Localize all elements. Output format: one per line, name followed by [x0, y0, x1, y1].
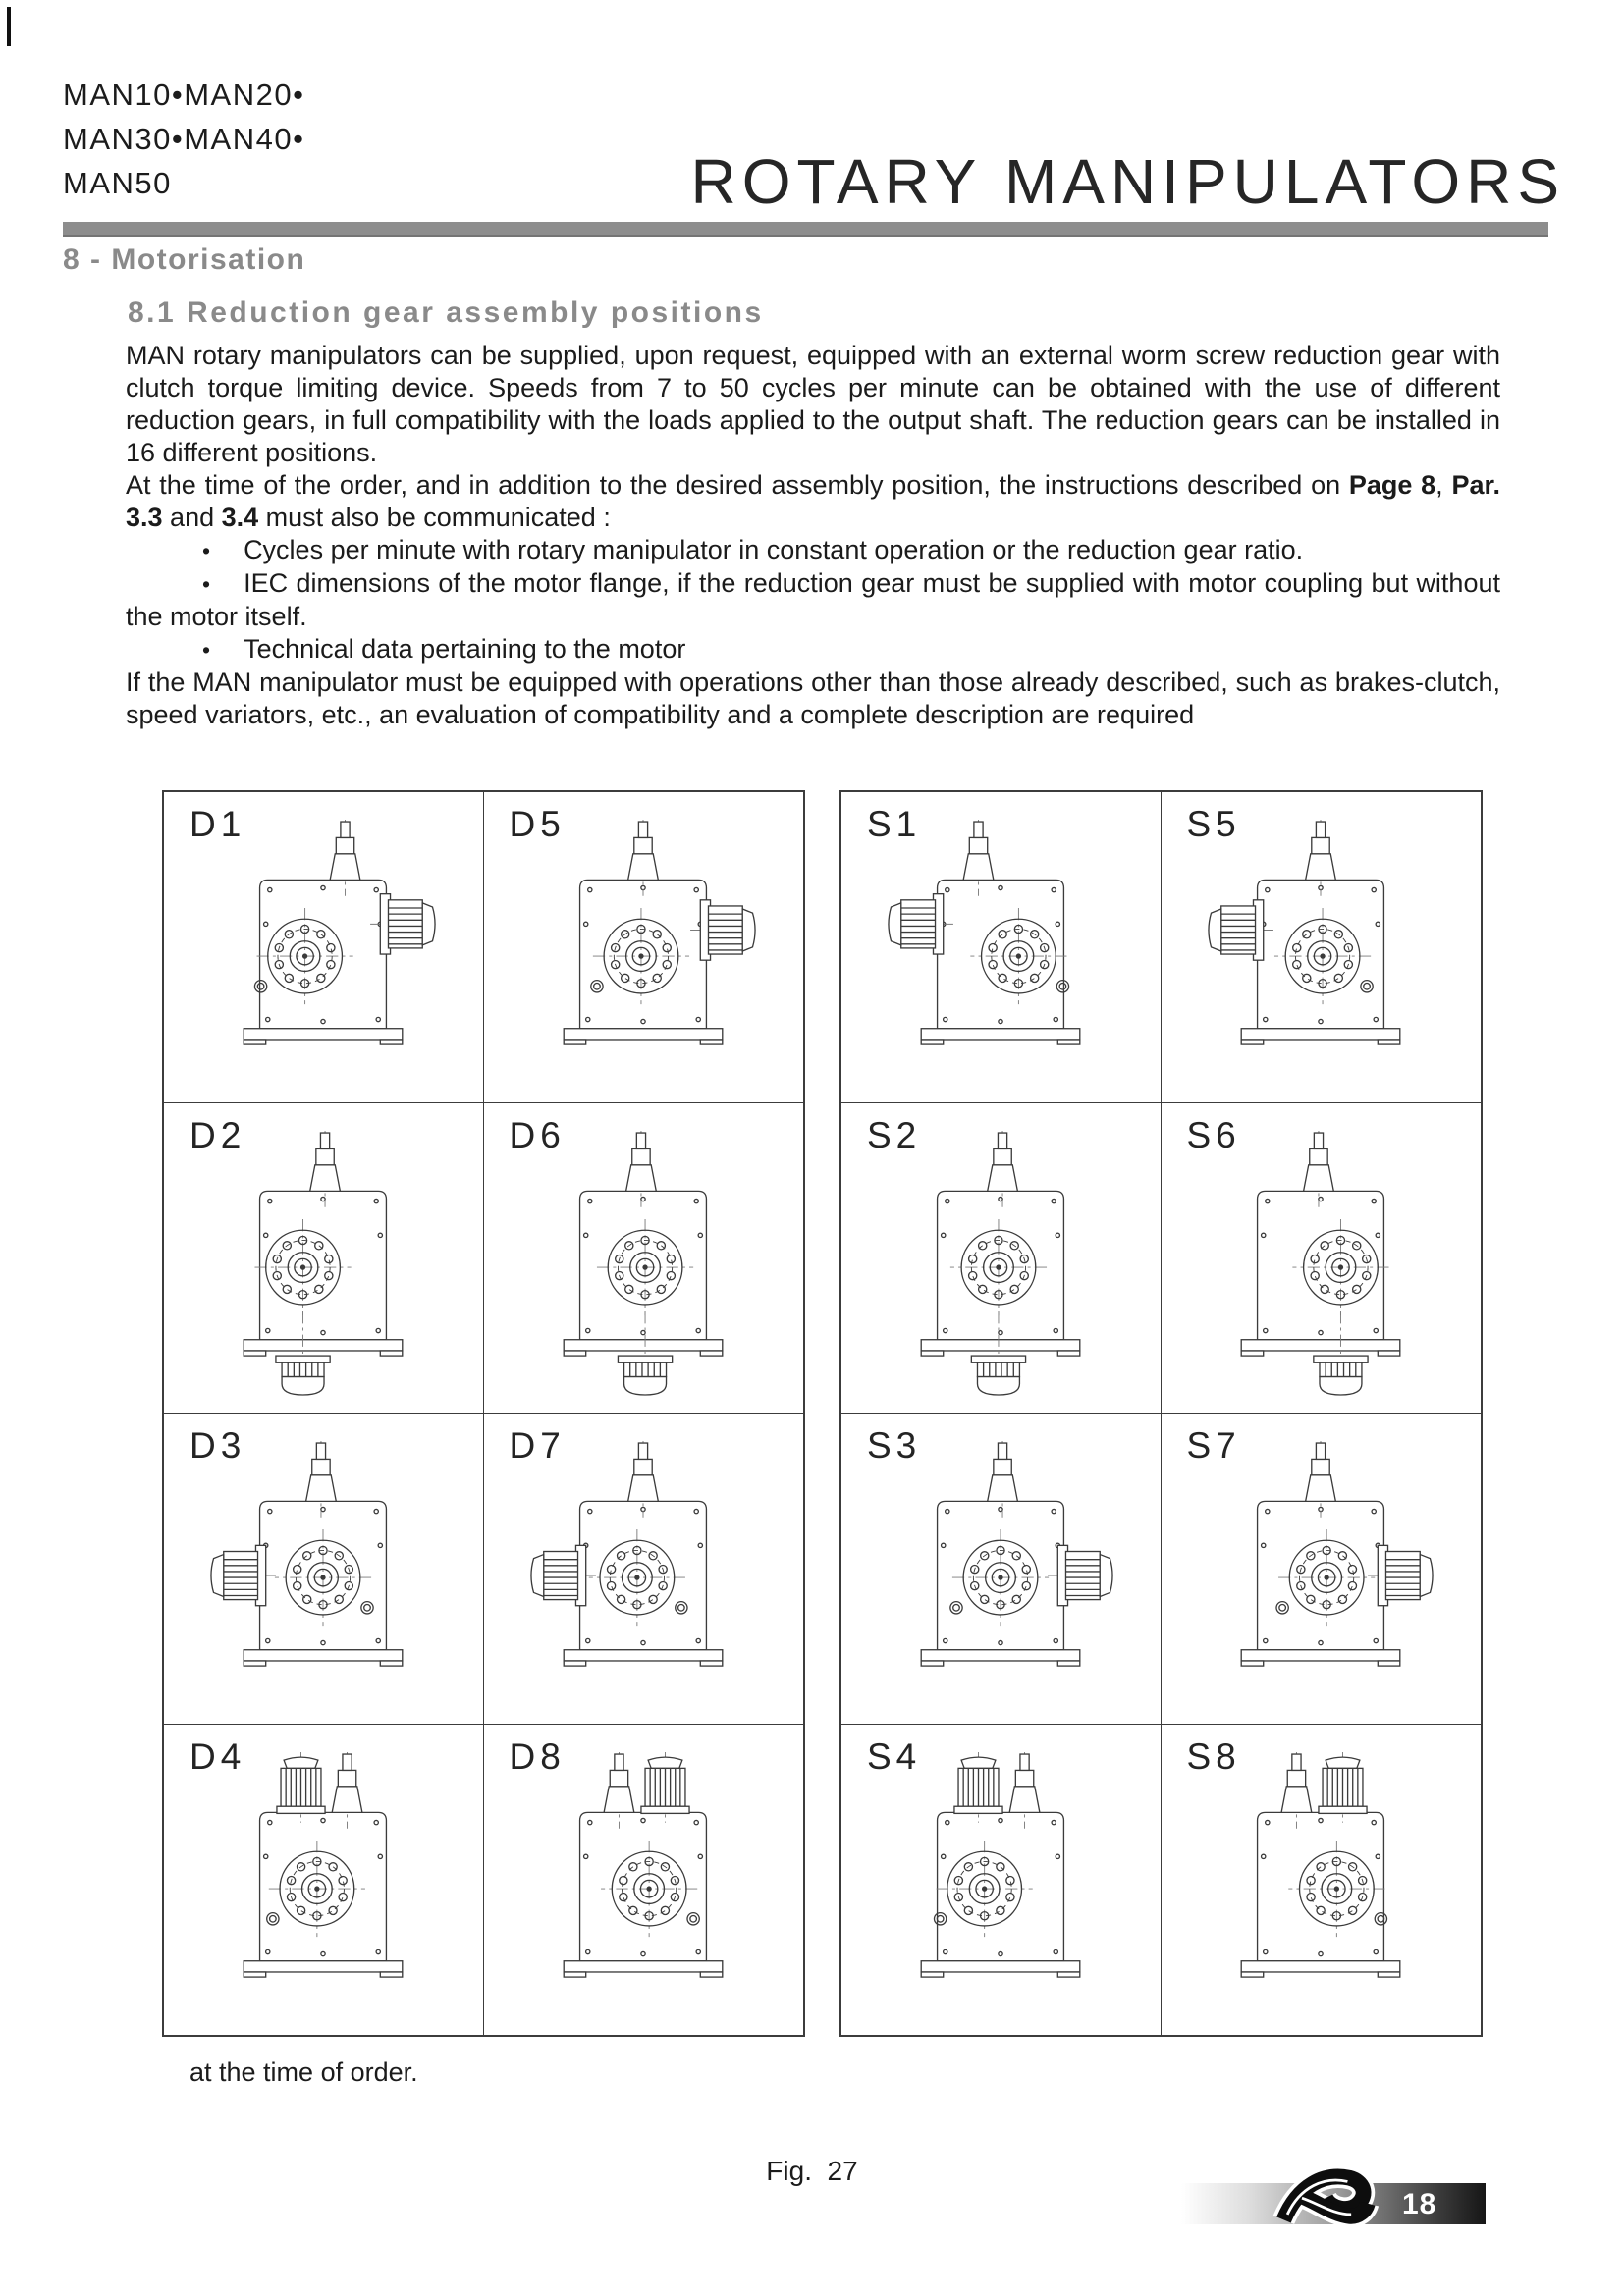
- figure-cell-label: S1: [867, 804, 922, 844]
- assembly-position-drawing: [885, 1752, 1116, 2017]
- figure-cell-d4: [164, 1725, 484, 2036]
- assembly-position-drawing: [885, 820, 1116, 1085]
- figure-cell-label: D8: [509, 1735, 566, 1777]
- assembly-position-drawing: [207, 1441, 439, 1706]
- bullet-text: Technical data pertaining to the motor: [244, 634, 686, 664]
- assembly-position-drawing: [527, 1131, 759, 1396]
- figure-cell-d8: [484, 1725, 804, 2036]
- bullet-item: [126, 633, 1500, 667]
- figure-cell-label: S3: [867, 1425, 922, 1466]
- paragraph-intro: MAN rotary manipulators can be supplied, upon request, equipped with an external worm screw reduction gear with clutch torque limiting device. Speeds from 7 to 50 cycles per minute can be obtained with the use of different reduction gears, in full compatibility with the loads applied to the output shaft. The reduction gears can be installed in 16 different positions.: [126, 341, 1500, 467]
- figure-cell-d7: [484, 1414, 804, 1725]
- figure-cell-label: D7: [509, 1425, 566, 1466]
- bold-reference: 3.4: [221, 503, 259, 532]
- figure-cell-s4: [841, 1725, 1162, 2036]
- bold-reference: Par. 3.3: [126, 470, 1500, 532]
- figure-cell-s8: [1162, 1725, 1482, 2036]
- bullet-text: Cycles per minute with rotary manipulator in constant operation or the reduction gear ratio.: [244, 535, 1304, 564]
- figure-cell-label: S6: [1186, 1114, 1241, 1155]
- subsection-heading: 8.1 Reduction gear assembly positions: [128, 296, 764, 329]
- figure-cell-label: D4: [189, 1735, 246, 1777]
- paragraph-compatibility: If the MAN manipulator must be equipped with operations other than those already described, such as brakes-clutch, speed variators, etc., an evaluation of compatibility and a complete description are required: [126, 667, 1500, 729]
- assembly-position-drawing: [1205, 1131, 1436, 1396]
- figure-cell-d6: [484, 1103, 804, 1415]
- assembly-position-drawing: [527, 820, 759, 1085]
- section-heading: 8 - Motorisation: [63, 243, 306, 276]
- figure-table-d-positions: [162, 790, 805, 2037]
- body-text: [126, 340, 1500, 731]
- figure-cell-label: D5: [509, 804, 566, 844]
- bullet-item: [126, 534, 1500, 567]
- model-list: [63, 73, 304, 205]
- assembly-position-drawing: [207, 1752, 439, 2017]
- page-title: ROTARY MANIPULATORS: [690, 146, 1565, 217]
- header-rule: [63, 222, 1548, 237]
- page-number: 18: [1402, 2188, 1437, 2220]
- figure-cell-d1: [164, 792, 484, 1103]
- paragraph-order-instructions: [126, 469, 1500, 534]
- model-line: MAN10•MAN20•: [63, 78, 305, 112]
- crop-mark: [7, 7, 11, 46]
- brand-logo-icon: [1272, 2162, 1382, 2238]
- assembly-position-drawing: [885, 1441, 1116, 1706]
- model-line: MAN50: [63, 166, 172, 200]
- figure-cell-label: S2: [867, 1114, 922, 1155]
- figure-cell-s2: [841, 1103, 1162, 1415]
- figure-cell-label: S5: [1186, 804, 1241, 844]
- text-run: ,: [1435, 470, 1452, 500]
- figure-cell-label: D2: [189, 1114, 246, 1155]
- figure-cell-label: S8: [1186, 1735, 1241, 1777]
- figure-cell-s5: [1162, 792, 1482, 1103]
- assembly-position-drawing: [1205, 820, 1436, 1085]
- figure-cell-s1: [841, 792, 1162, 1103]
- bullet-list: [126, 534, 1500, 667]
- figure-cell-d3: [164, 1414, 484, 1725]
- bold-reference: Page 8: [1348, 470, 1436, 500]
- assembly-position-drawing: [527, 1441, 759, 1706]
- model-line: MAN30•MAN40•: [63, 122, 305, 156]
- assembly-position-drawing: [1205, 1441, 1436, 1706]
- figure-caption: Fig. 27: [766, 2156, 858, 2186]
- figure-cell-label: D1: [189, 804, 246, 844]
- figure-cell-label: S4: [867, 1735, 922, 1777]
- figure-table-s-positions: [839, 790, 1483, 2037]
- assembly-position-drawing: [1205, 1752, 1436, 2017]
- text-run: must also be communicated :: [258, 503, 611, 532]
- text-run: and: [162, 503, 222, 532]
- figure-cell-label: S7: [1186, 1425, 1241, 1466]
- bullet-marker-icon: •: [202, 571, 211, 597]
- figure-cell-s7: [1162, 1414, 1482, 1725]
- assembly-position-drawing: [207, 1131, 439, 1396]
- bullet-marker-icon: •: [202, 637, 211, 663]
- figure-cell-label: D3: [189, 1425, 246, 1466]
- assembly-position-drawing: [207, 820, 439, 1085]
- text-run: At the time of the order, and in addition to the desired assembly position, the instructions described on: [126, 470, 1349, 500]
- figure-cell-d2: [164, 1103, 484, 1415]
- figure-cell-label: D6: [509, 1114, 566, 1155]
- figure-cell-d5: [484, 792, 804, 1103]
- bullet-item: [126, 567, 1500, 633]
- figure-cell-s3: [841, 1414, 1162, 1725]
- assembly-position-drawing: [527, 1752, 759, 2017]
- figure-note: at the time of order.: [189, 2057, 418, 2087]
- figure-cell-s6: [1162, 1103, 1482, 1415]
- bullet-marker-icon: •: [202, 538, 211, 563]
- assembly-position-drawing: [885, 1131, 1116, 1396]
- bullet-text: IEC dimensions of the motor flange, if the reduction gear must be supplied with motor coupling but without the motor itself.: [126, 568, 1500, 631]
